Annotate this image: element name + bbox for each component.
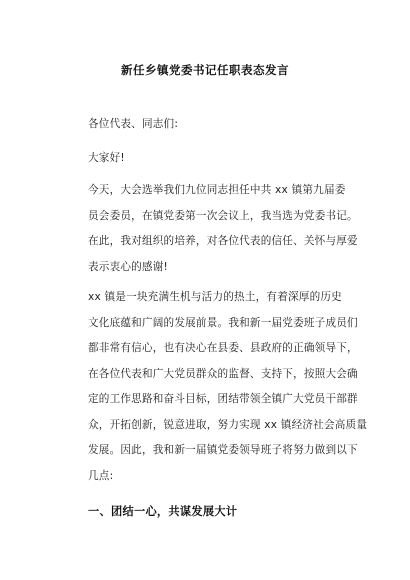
section-heading-1: 一、团结一心，共谋发展大计 bbox=[88, 505, 238, 518]
greeting bbox=[88, 146, 323, 172]
paragraph-2-line: 在各位代表和广大党员群众的监督、支持下，按照大会确 bbox=[88, 367, 358, 380]
greeting-text: 大家好! bbox=[88, 152, 125, 164]
paragraph-2-line: 几点: bbox=[88, 469, 114, 482]
paragraph-2 bbox=[88, 285, 368, 489]
paragraph-2-line: xx 镇是一块充满生机与活力的热土，有着深厚的历史 bbox=[88, 291, 342, 303]
paragraph-1-line: 员会委员，在镇党委第一次会议上，我当选为党委书记。 bbox=[88, 209, 358, 222]
salutation-text: 各位代表、同志们: bbox=[88, 118, 179, 130]
document-title: 新任乡镇党委书记任职表态发言 bbox=[121, 63, 289, 77]
salutation bbox=[88, 112, 323, 138]
paragraph-2-line: 众，开拓创新，锐意进取，努力实现 xx 镇经济社会高质量 bbox=[88, 418, 368, 431]
paragraph-2-line: 发展。因此，我和新一届镇党委领导班子将努力做到以下 bbox=[88, 444, 358, 456]
paragraph-2-line: 定的工作思路和奋斗目标，团结带领全镇广大党员干部群 bbox=[88, 393, 358, 405]
paragraph-1-line: 今天，大会选举我们九位同志担任中共 xx 镇第九届委 bbox=[88, 184, 346, 196]
paragraph-2-line: 文化底蕴和广阔的发展前景。我和新一届党委班子成员们 bbox=[88, 316, 358, 329]
paragraph-1-line: 表示衷心的感谢! bbox=[88, 260, 169, 273]
paragraph-2-line: 都非常有信心，也有决心在县委、县政府的正确领导下， bbox=[88, 342, 358, 354]
paragraph-1 bbox=[88, 178, 358, 280]
paragraph-1-line: 在此，我对组织的培养，对各位代表的信任、关怀与厚爱 bbox=[88, 235, 358, 247]
